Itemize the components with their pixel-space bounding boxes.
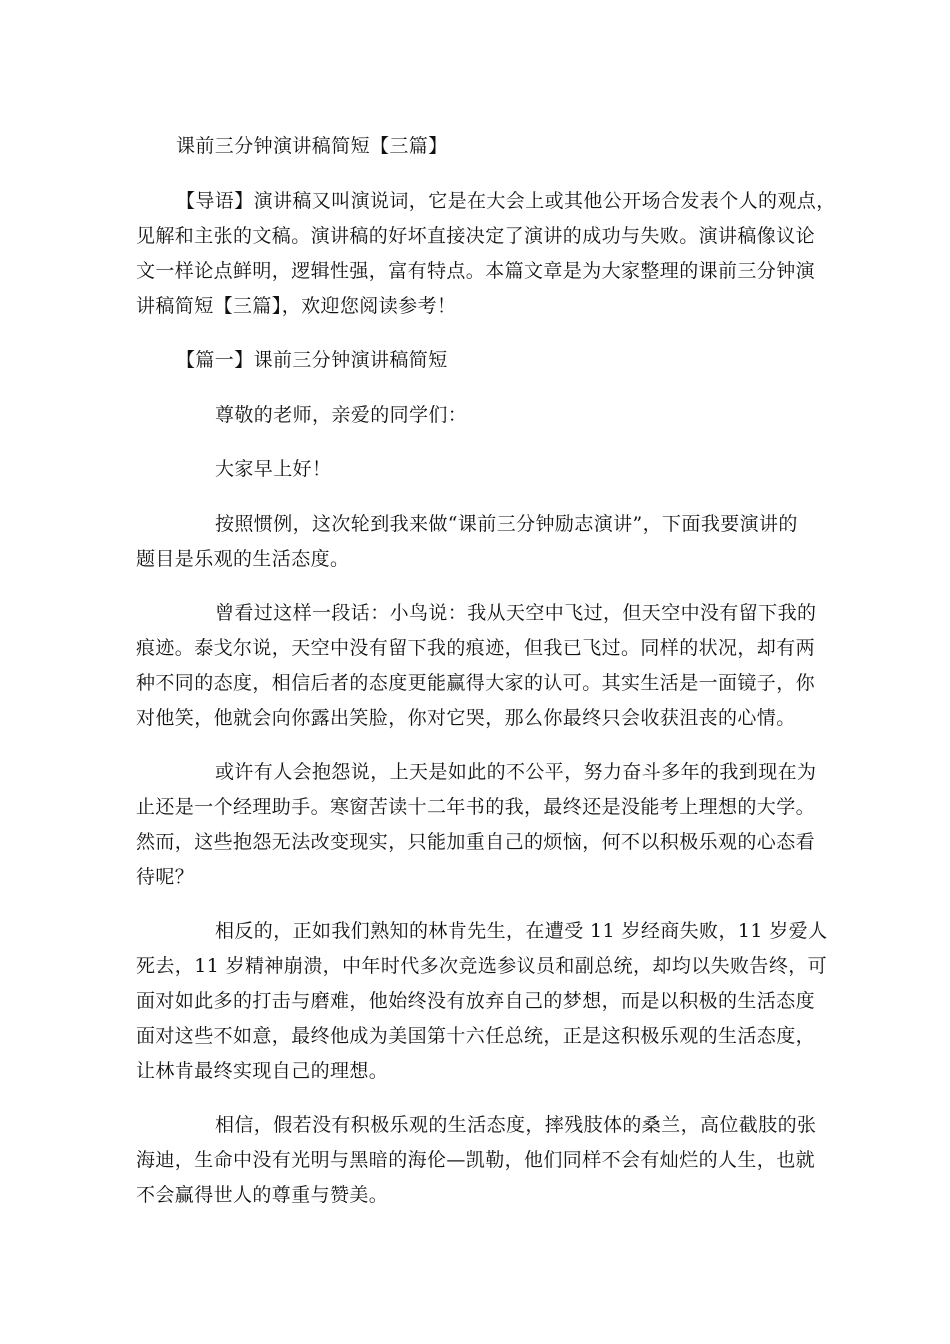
paragraph-4-line: 面对这些不如意，最终他成为美国第十六任总统，正是这积极乐观的生活态度， (136, 1025, 816, 1047)
paragraph-1-line: 按照惯例，这次轮到我来做“课前三分钟励志演讲”，下面我要演讲的 (215, 513, 798, 535)
paragraph-3-line: 止还是一个经理助手。寒窗苦读十二年书的我，最终还是没能考上理想的大学。 (136, 796, 816, 818)
section-heading: 【篇一】课前三分钟演讲稿简短 (176, 349, 448, 371)
paragraph-5-line: 海迪，生命中没有光明与黑暗的海伦—凯勒，他们同样不会有灿烂的人生，也就 (136, 1149, 816, 1171)
intro-line: 【导语】演讲稿又叫演说词，它是在大会上或其他公开场合发表个人的观点， (176, 190, 836, 212)
paragraph-2-line: 曾看过这样一段话：小鸟说：我从天空中飞过，但天空中没有留下我的 (215, 602, 817, 624)
paragraph-4-line: 让林肯最终实现自己的理想。 (136, 1060, 389, 1082)
paragraph-2-line: 痕迹。泰戈尔说，天空中没有留下我的痕迹，但我已飞过。同样的状况，却有两 (136, 637, 816, 659)
paragraph-3-line: 待呢？ (136, 866, 195, 888)
intro-line: 文一样论点鲜明，逻辑性强，富有特点。本篇文章是为大家整理的课前三分钟演 (136, 260, 816, 282)
intro-line: 讲稿简短【三篇】，欢迎您阅读参考！ (136, 295, 457, 317)
paragraph-2-line: 对他笑，他就会向你露出笑脸，你对它哭，那么你最终只会收获沮丧的心情。 (136, 707, 796, 729)
paragraph-5-line: 不会赢得世人的尊重与赞美。 (136, 1184, 389, 1206)
paragraph-1-line: 题目是乐观的生活态度。 (136, 548, 350, 570)
paragraph-4-line: 死去，11 岁精神崩溃，中年时代多次竞选参议员和副总统，却均以失败告终，可 (136, 955, 828, 977)
document-title: 课前三分钟演讲稿简短【三篇】 (176, 135, 448, 157)
paragraph-3-line: 或许有人会抱怨说，上天是如此的不公平，努力奋斗多年的我到现在为 (215, 761, 817, 783)
paragraph-2-line: 种不同的态度，相信后者的态度更能赢得大家的认可。其实生活是一面镜子，你 (136, 672, 816, 694)
paragraph-4-line: 相反的，正如我们熟知的林肯先生，在遭受 11 岁经商失败，11 岁爱人 (215, 920, 828, 942)
paragraph-4-line: 面对如此多的打击与磨难，他始终没有放弃自己的梦想，而是以积极的生活态度 (136, 990, 816, 1012)
greeting-line: 尊敬的老师，亲爱的同学们： (215, 404, 468, 426)
paragraph-5-line: 相信，假若没有积极乐观的生活态度，摔残肢体的桑兰，高位截肢的张 (215, 1114, 817, 1136)
morning-line: 大家早上好！ (215, 458, 332, 480)
intro-line: 见解和主张的文稿。演讲稿的好坏直接决定了演讲的成功与失败。演讲稿像议论 (136, 225, 816, 247)
paragraph-3-line: 然而，这些抱怨无法改变现实，只能加重自己的烦恼，何不以积极乐观的心态看 (136, 831, 816, 853)
